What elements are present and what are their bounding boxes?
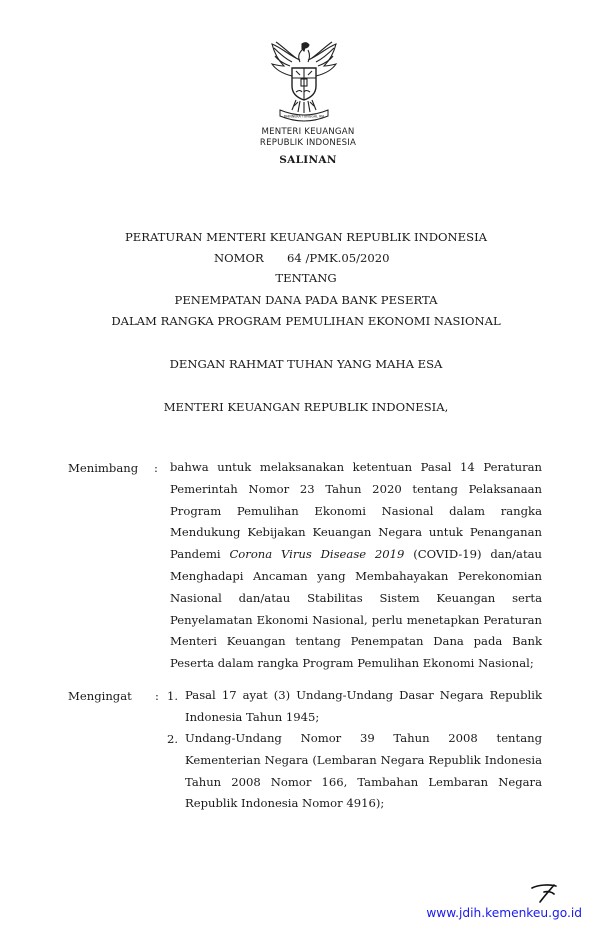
blessing-line: DENGAN RAHMAT TUHAN YANG MAHA ESA	[169, 357, 443, 371]
mengingat-item-1	[185, 685, 542, 729]
emblem-motto: BHINNEKA TUNGGAL IKA	[283, 114, 325, 119]
menimbang-line: Menghadapi Ancaman yang Membahayakan Perekonomian	[170, 568, 542, 583]
mengingat-item-2	[185, 728, 542, 815]
line-text: Pandemi	[170, 547, 230, 562]
menimbang-line: bahwa untuk melaksanakan ketentuan Pasal 14 Peraturan	[170, 460, 542, 474]
menimbang-line: Program Pemulihan Ekonomi Nasional dalam rangka	[170, 503, 542, 518]
menimbang-line: Pemerintah Nomor 23 Tahun 2020 tentang Pelaksanaan	[170, 481, 542, 496]
menimbang-line: Peserta dalam rangka Program Pemulihan Ekonomi Nasional;	[170, 656, 534, 671]
item-line: Republik Indonesia Nomor 4916);	[185, 796, 385, 811]
menimbang-line: Penyelamatan Ekonomi Nasional, perlu menetapkan Peraturan	[170, 612, 542, 627]
authority-line: MENTERI KEUANGAN REPUBLIK INDONESIA,	[163, 400, 449, 414]
menimbang-line-covid	[170, 544, 542, 566]
item-line: Pasal 17 ayat (3) Undang-Undang Dasar Negara Republik	[185, 688, 542, 702]
menimbang-line: Nasional dan/atau Stabilitas Sistem Keuangan serta	[170, 590, 542, 605]
ministry-name-line1: MENTERI KEUANGAN	[261, 127, 355, 137]
item-line: Tahun 2008 Nomor 166, Tambahan Lembaran Negara	[185, 774, 542, 789]
line-text: (COVID-19) dan/atau	[404, 547, 542, 562]
website-link[interactable]: www.jdih.kemenkeu.go.id	[426, 906, 582, 920]
subject-line-1: PENEMPATAN DANA PADA BANK PESERTA	[174, 293, 438, 307]
menimbang-colon: :	[154, 461, 158, 475]
copy-mark: SALINAN	[279, 154, 337, 166]
regulation-title: PERATURAN MENTERI KEUANGAN REPUBLIK INDONESIA	[124, 230, 488, 244]
item-line: Kementerian Negara (Lembaran Negara Republik Indonesia	[185, 752, 542, 767]
garuda-emblem-icon	[262, 38, 346, 122]
menimbang-label: Menimbang	[68, 461, 139, 475]
ministry-name-line2: REPUBLIK INDONESIA	[259, 138, 357, 148]
mengingat-colon: :	[155, 689, 159, 703]
item-line: Undang-Undang Nomor 39 Tahun 2008 tentang	[185, 731, 542, 745]
italic-term: Corona Virus Disease 2019	[229, 547, 405, 562]
number-value: 64 /PMK.05/2020	[287, 251, 390, 265]
item-number: 2.	[167, 732, 179, 746]
menimbang-line: Menteri Keuangan tentang Penempatan Dana pada Bank	[170, 634, 542, 649]
number-label: NOMOR	[214, 251, 264, 265]
subject-line-2: DALAM RANGKA PROGRAM PEMULIHAN EKONOMI NASIONAL	[111, 314, 501, 328]
about-label: TENTANG	[275, 271, 337, 285]
item-line: Indonesia Tahun 1945;	[185, 709, 320, 724]
mengingat-label: Mengingat	[68, 689, 132, 703]
menimbang-line: Mendukung Kebijakan Keuangan Negara untuk Penanganan	[170, 525, 542, 540]
item-number: 1.	[167, 689, 179, 703]
paraf-signature-icon	[528, 882, 562, 904]
menimbang-paragraph	[170, 457, 542, 675]
